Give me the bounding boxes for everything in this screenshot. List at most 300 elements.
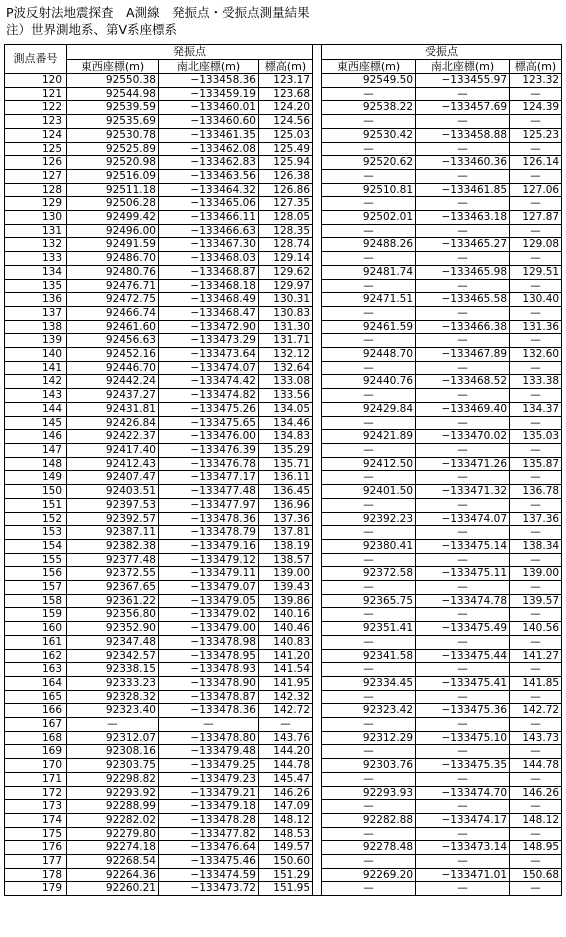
cell-recv-easting: 92351.41 <box>322 622 416 636</box>
cell-recv-northing: −133466.38 <box>416 320 510 334</box>
column-separator <box>313 265 322 279</box>
column-separator <box>313 813 322 827</box>
cell-shot-easting: — <box>67 718 159 732</box>
cell-recv-northing: −133471.01 <box>416 868 510 882</box>
column-separator <box>313 87 322 101</box>
cell-point-number: 141 <box>5 361 67 375</box>
table-row <box>5 265 562 279</box>
cell-shot-northing: −133475.65 <box>159 416 259 430</box>
column-separator <box>313 45 322 74</box>
cell-point-number: 174 <box>5 813 67 827</box>
cell-point-number: 175 <box>5 827 67 841</box>
column-separator <box>313 704 322 718</box>
cell-shot-northing: −133479.23 <box>159 772 259 786</box>
cell-point-number: 142 <box>5 375 67 389</box>
table-row <box>5 772 562 786</box>
column-separator <box>313 841 322 855</box>
cell-recv-easting: 92429.84 <box>322 402 416 416</box>
cell-recv-elevation: — <box>510 224 562 238</box>
cell-point-number: 122 <box>5 101 67 115</box>
column-separator <box>313 608 322 622</box>
cell-recv-easting: 92282.88 <box>322 813 416 827</box>
header-recv-easting: 東西座標(m) <box>322 59 416 74</box>
cell-recv-easting: 92269.20 <box>322 868 416 882</box>
cell-recv-northing: — <box>416 718 510 732</box>
cell-shot-elevation: 141.95 <box>259 676 313 690</box>
cell-shot-elevation: 148.53 <box>259 827 313 841</box>
cell-recv-northing: — <box>416 690 510 704</box>
cell-recv-northing: −133473.14 <box>416 841 510 855</box>
cell-shot-easting: 92472.75 <box>67 293 159 307</box>
cell-recv-northing: −133475.11 <box>416 567 510 581</box>
column-separator <box>313 224 322 238</box>
cell-recv-easting: 92401.50 <box>322 485 416 499</box>
cell-shot-elevation: 150.60 <box>259 855 313 869</box>
table-row <box>5 238 562 252</box>
cell-recv-easting: — <box>322 800 416 814</box>
cell-recv-elevation: — <box>510 361 562 375</box>
cell-point-number: 120 <box>5 74 67 88</box>
cell-shot-easting: 92550.38 <box>67 74 159 88</box>
cell-recv-northing: −133470.02 <box>416 430 510 444</box>
cell-point-number: 161 <box>5 635 67 649</box>
cell-shot-northing: −133478.36 <box>159 512 259 526</box>
cell-shot-easting: 92308.16 <box>67 745 159 759</box>
cell-shot-elevation: — <box>259 718 313 732</box>
cell-shot-easting: 92491.59 <box>67 238 159 252</box>
cell-recv-elevation: 138.34 <box>510 539 562 553</box>
cell-shot-elevation: 151.95 <box>259 882 313 896</box>
cell-recv-easting: 92392.23 <box>322 512 416 526</box>
cell-shot-easting: 92535.69 <box>67 115 159 129</box>
cell-recv-northing: −133465.27 <box>416 238 510 252</box>
cell-shot-elevation: 147.09 <box>259 800 313 814</box>
cell-shot-northing: −133467.30 <box>159 238 259 252</box>
column-separator <box>313 320 322 334</box>
cell-recv-elevation: 133.38 <box>510 375 562 389</box>
cell-shot-easting: 92312.07 <box>67 731 159 745</box>
column-separator <box>313 649 322 663</box>
cell-recv-elevation: 126.14 <box>510 156 562 170</box>
cell-shot-northing: −133479.25 <box>159 759 259 773</box>
cell-recv-easting: 92303.76 <box>322 759 416 773</box>
cell-recv-northing: — <box>416 115 510 129</box>
cell-recv-northing: −133460.36 <box>416 156 510 170</box>
cell-shot-northing: −133478.90 <box>159 676 259 690</box>
column-separator <box>313 539 322 553</box>
document-note: 注）世界測地系、第Ⅴ系座標系 <box>6 22 178 37</box>
table-row <box>5 183 562 197</box>
cell-shot-northing: −133473.64 <box>159 348 259 362</box>
cell-shot-easting: 92511.18 <box>67 183 159 197</box>
table-row <box>5 252 562 266</box>
cell-shot-easting: 92456.63 <box>67 334 159 348</box>
cell-shot-easting: 92303.75 <box>67 759 159 773</box>
cell-recv-easting: — <box>322 718 416 732</box>
cell-recv-northing: — <box>416 416 510 430</box>
column-separator <box>313 622 322 636</box>
cell-shot-northing: −133477.82 <box>159 827 259 841</box>
cell-point-number: 155 <box>5 553 67 567</box>
cell-recv-easting: 92341.58 <box>322 649 416 663</box>
cell-recv-northing: −133463.18 <box>416 211 510 225</box>
cell-recv-easting: 92440.76 <box>322 375 416 389</box>
cell-recv-northing: −133471.32 <box>416 485 510 499</box>
cell-recv-northing: −133475.14 <box>416 539 510 553</box>
cell-recv-easting: — <box>322 416 416 430</box>
cell-recv-elevation: — <box>510 115 562 129</box>
cell-point-number: 162 <box>5 649 67 663</box>
column-separator <box>313 594 322 608</box>
table-row <box>5 759 562 773</box>
cell-recv-easting: — <box>322 635 416 649</box>
table-row <box>5 279 562 293</box>
cell-recv-elevation: 135.03 <box>510 430 562 444</box>
cell-shot-easting: 92282.02 <box>67 813 159 827</box>
cell-recv-easting: — <box>322 526 416 540</box>
cell-shot-elevation: 129.62 <box>259 265 313 279</box>
survey-table <box>4 44 562 896</box>
table-row <box>5 622 562 636</box>
cell-shot-easting: 92372.55 <box>67 567 159 581</box>
cell-shot-northing: −133458.36 <box>159 74 259 88</box>
cell-shot-northing: −133479.18 <box>159 800 259 814</box>
cell-point-number: 123 <box>5 115 67 129</box>
cell-shot-elevation: 129.14 <box>259 252 313 266</box>
header-point-number: 測点番号 <box>5 45 67 74</box>
cell-shot-northing: −133478.80 <box>159 731 259 745</box>
cell-shot-elevation: 134.46 <box>259 416 313 430</box>
cell-shot-elevation: 124.20 <box>259 101 313 115</box>
table-row <box>5 211 562 225</box>
column-separator <box>313 635 322 649</box>
table-row <box>5 882 562 896</box>
cell-shot-northing: −133462.83 <box>159 156 259 170</box>
cell-shot-easting: 92461.60 <box>67 320 159 334</box>
cell-recv-easting: — <box>322 306 416 320</box>
cell-recv-easting: — <box>322 581 416 595</box>
table-row <box>5 567 562 581</box>
cell-recv-easting: 92334.45 <box>322 676 416 690</box>
table-row <box>5 704 562 718</box>
column-separator <box>313 443 322 457</box>
cell-shot-elevation: 128.74 <box>259 238 313 252</box>
cell-shot-northing: −133474.82 <box>159 389 259 403</box>
cell-recv-northing: −133475.41 <box>416 676 510 690</box>
cell-shot-elevation: 144.20 <box>259 745 313 759</box>
cell-shot-easting: 92392.57 <box>67 512 159 526</box>
cell-point-number: 150 <box>5 485 67 499</box>
cell-recv-northing: — <box>416 279 510 293</box>
column-separator <box>313 457 322 471</box>
table-row <box>5 443 562 457</box>
cell-recv-easting: — <box>322 197 416 211</box>
column-separator <box>313 156 322 170</box>
table-row <box>5 320 562 334</box>
table-row <box>5 197 562 211</box>
column-separator <box>313 115 322 129</box>
table-row <box>5 361 562 375</box>
table-body <box>5 74 562 896</box>
table-row <box>5 293 562 307</box>
cell-recv-elevation: — <box>510 882 562 896</box>
cell-recv-northing: −133475.35 <box>416 759 510 773</box>
cell-recv-elevation: — <box>510 389 562 403</box>
column-separator <box>313 471 322 485</box>
cell-recv-elevation: 139.57 <box>510 594 562 608</box>
table-row <box>5 389 562 403</box>
cell-point-number: 176 <box>5 841 67 855</box>
cell-recv-easting: 92278.48 <box>322 841 416 855</box>
cell-recv-easting: — <box>322 772 416 786</box>
cell-point-number: 168 <box>5 731 67 745</box>
cell-shot-northing: −133472.90 <box>159 320 259 334</box>
cell-shot-easting: 92397.53 <box>67 498 159 512</box>
cell-point-number: 177 <box>5 855 67 869</box>
cell-point-number: 129 <box>5 197 67 211</box>
table-row <box>5 402 562 416</box>
cell-recv-elevation: — <box>510 827 562 841</box>
cell-recv-northing: −133474.17 <box>416 813 510 827</box>
cell-shot-northing: −133476.00 <box>159 430 259 444</box>
cell-shot-elevation: 132.64 <box>259 361 313 375</box>
cell-recv-elevation: 141.27 <box>510 649 562 663</box>
cell-shot-elevation: 126.86 <box>259 183 313 197</box>
cell-recv-northing: −133474.07 <box>416 512 510 526</box>
table-row <box>5 348 562 362</box>
cell-shot-elevation: 125.49 <box>259 142 313 156</box>
cell-recv-elevation: — <box>510 279 562 293</box>
cell-shot-elevation: 131.71 <box>259 334 313 348</box>
cell-point-number: 124 <box>5 128 67 142</box>
table-row <box>5 526 562 540</box>
cell-shot-elevation: 148.12 <box>259 813 313 827</box>
cell-recv-elevation: 141.85 <box>510 676 562 690</box>
table-row <box>5 115 562 129</box>
cell-shot-northing: −133476.64 <box>159 841 259 855</box>
cell-recv-northing: — <box>416 526 510 540</box>
cell-point-number: 134 <box>5 265 67 279</box>
column-separator <box>313 759 322 773</box>
cell-shot-northing: −133479.07 <box>159 581 259 595</box>
cell-recv-northing: −133475.36 <box>416 704 510 718</box>
cell-recv-easting: 92380.41 <box>322 539 416 553</box>
column-separator <box>313 690 322 704</box>
cell-point-number: 140 <box>5 348 67 362</box>
cell-shot-easting: 92506.28 <box>67 197 159 211</box>
cell-shot-elevation: 140.46 <box>259 622 313 636</box>
cell-recv-northing: — <box>416 581 510 595</box>
cell-shot-easting: 92407.47 <box>67 471 159 485</box>
cell-recv-elevation: — <box>510 471 562 485</box>
cell-shot-northing: −133465.06 <box>159 197 259 211</box>
cell-recv-northing: — <box>416 224 510 238</box>
cell-shot-easting: 92496.00 <box>67 224 159 238</box>
column-separator <box>313 745 322 759</box>
column-separator <box>313 855 322 869</box>
cell-recv-northing: −133457.69 <box>416 101 510 115</box>
header-recv-elevation: 標高(m) <box>510 59 562 74</box>
cell-point-number: 167 <box>5 718 67 732</box>
cell-shot-easting: 92486.70 <box>67 252 159 266</box>
cell-shot-elevation: 136.11 <box>259 471 313 485</box>
cell-recv-elevation: 129.08 <box>510 238 562 252</box>
cell-recv-northing: — <box>416 334 510 348</box>
column-separator <box>313 567 322 581</box>
cell-point-number: 127 <box>5 169 67 183</box>
column-separator <box>313 348 322 362</box>
column-separator <box>313 375 322 389</box>
cell-shot-easting: 92476.71 <box>67 279 159 293</box>
cell-recv-easting: 92365.75 <box>322 594 416 608</box>
cell-shot-elevation: 123.17 <box>259 74 313 88</box>
cell-point-number: 148 <box>5 457 67 471</box>
cell-shot-easting: 92377.48 <box>67 553 159 567</box>
cell-recv-northing: — <box>416 827 510 841</box>
table-row <box>5 512 562 526</box>
cell-recv-elevation: — <box>510 416 562 430</box>
cell-shot-easting: 92499.42 <box>67 211 159 225</box>
cell-shot-northing: −133474.59 <box>159 868 259 882</box>
cell-recv-easting: 92448.70 <box>322 348 416 362</box>
cell-shot-easting: 92480.76 <box>67 265 159 279</box>
cell-shot-northing: −133468.49 <box>159 293 259 307</box>
cell-recv-easting: — <box>322 745 416 759</box>
cell-recv-northing: −133475.44 <box>416 649 510 663</box>
cell-shot-elevation: 143.76 <box>259 731 313 745</box>
cell-recv-elevation: — <box>510 608 562 622</box>
cell-point-number: 158 <box>5 594 67 608</box>
cell-point-number: 171 <box>5 772 67 786</box>
cell-shot-northing: −133468.03 <box>159 252 259 266</box>
cell-shot-elevation: 142.32 <box>259 690 313 704</box>
cell-shot-northing: −133479.16 <box>159 539 259 553</box>
table-row <box>5 87 562 101</box>
cell-recv-easting: 92293.93 <box>322 786 416 800</box>
table-row <box>5 635 562 649</box>
cell-shot-elevation: 128.05 <box>259 211 313 225</box>
cell-point-number: 172 <box>5 786 67 800</box>
cell-recv-elevation: — <box>510 690 562 704</box>
table-row <box>5 690 562 704</box>
cell-point-number: 139 <box>5 334 67 348</box>
cell-shot-elevation: 140.16 <box>259 608 313 622</box>
cell-shot-easting: 92422.37 <box>67 430 159 444</box>
column-separator <box>313 169 322 183</box>
cell-recv-northing: — <box>416 855 510 869</box>
cell-shot-elevation: 138.57 <box>259 553 313 567</box>
cell-point-number: 145 <box>5 416 67 430</box>
cell-shot-elevation: 130.83 <box>259 306 313 320</box>
cell-recv-elevation: 132.60 <box>510 348 562 362</box>
cell-point-number: 160 <box>5 622 67 636</box>
table-row <box>5 169 562 183</box>
column-separator <box>313 868 322 882</box>
cell-recv-elevation: — <box>510 772 562 786</box>
cell-shot-northing: −133477.48 <box>159 485 259 499</box>
cell-recv-northing: — <box>416 361 510 375</box>
column-separator <box>313 252 322 266</box>
table-row <box>5 128 562 142</box>
table-row <box>5 868 562 882</box>
cell-point-number: 132 <box>5 238 67 252</box>
cell-point-number: 151 <box>5 498 67 512</box>
cell-shot-elevation: 144.78 <box>259 759 313 773</box>
cell-shot-easting: 92412.43 <box>67 457 159 471</box>
cell-recv-elevation: 135.87 <box>510 457 562 471</box>
cell-recv-elevation: 148.95 <box>510 841 562 855</box>
cell-shot-easting: 92516.09 <box>67 169 159 183</box>
cell-recv-northing: — <box>416 252 510 266</box>
table-row <box>5 306 562 320</box>
cell-point-number: 125 <box>5 142 67 156</box>
header-receiver-point: 受振点 <box>322 45 562 60</box>
column-separator <box>313 430 322 444</box>
cell-recv-elevation: — <box>510 169 562 183</box>
cell-recv-elevation: 142.72 <box>510 704 562 718</box>
cell-recv-elevation: 127.87 <box>510 211 562 225</box>
cell-recv-elevation: 125.23 <box>510 128 562 142</box>
cell-shot-northing: −133460.60 <box>159 115 259 129</box>
header-shot-easting: 東西座標(m) <box>67 59 159 74</box>
cell-recv-easting: — <box>322 389 416 403</box>
cell-shot-easting: 92530.78 <box>67 128 159 142</box>
table-row <box>5 663 562 677</box>
cell-shot-northing: −133474.07 <box>159 361 259 375</box>
table-row <box>5 430 562 444</box>
cell-recv-northing: −133467.89 <box>416 348 510 362</box>
cell-recv-easting: 92372.58 <box>322 567 416 581</box>
cell-recv-elevation: 137.36 <box>510 512 562 526</box>
cell-shot-elevation: 132.12 <box>259 348 313 362</box>
cell-recv-easting: 92312.29 <box>322 731 416 745</box>
cell-recv-northing: — <box>416 169 510 183</box>
table-row <box>5 334 562 348</box>
cell-recv-easting: — <box>322 87 416 101</box>
cell-point-number: 149 <box>5 471 67 485</box>
cell-shot-northing: −133464.32 <box>159 183 259 197</box>
cell-point-number: 157 <box>5 581 67 595</box>
cell-point-number: 154 <box>5 539 67 553</box>
cell-shot-northing: −133479.48 <box>159 745 259 759</box>
cell-point-number: 133 <box>5 252 67 266</box>
column-separator <box>313 293 322 307</box>
cell-recv-northing: −133471.26 <box>416 457 510 471</box>
column-separator <box>313 183 322 197</box>
cell-recv-northing: −133461.85 <box>416 183 510 197</box>
cell-recv-northing: −133465.98 <box>416 265 510 279</box>
cell-recv-northing: — <box>416 553 510 567</box>
cell-recv-northing: — <box>416 772 510 786</box>
cell-shot-elevation: 146.26 <box>259 786 313 800</box>
cell-shot-elevation: 134.83 <box>259 430 313 444</box>
cell-shot-easting: 92466.74 <box>67 306 159 320</box>
cell-shot-elevation: 138.19 <box>259 539 313 553</box>
cell-recv-northing: — <box>416 663 510 677</box>
cell-recv-northing: — <box>416 882 510 896</box>
cell-point-number: 144 <box>5 402 67 416</box>
cell-recv-northing: −133474.70 <box>416 786 510 800</box>
cell-shot-elevation: 133.08 <box>259 375 313 389</box>
cell-shot-easting: 92338.15 <box>67 663 159 677</box>
cell-recv-easting: — <box>322 169 416 183</box>
table-row <box>5 416 562 430</box>
cell-shot-easting: 92342.57 <box>67 649 159 663</box>
cell-shot-elevation: 125.03 <box>259 128 313 142</box>
cell-shot-easting: 92431.81 <box>67 402 159 416</box>
cell-recv-elevation: 146.26 <box>510 786 562 800</box>
table-row <box>5 498 562 512</box>
